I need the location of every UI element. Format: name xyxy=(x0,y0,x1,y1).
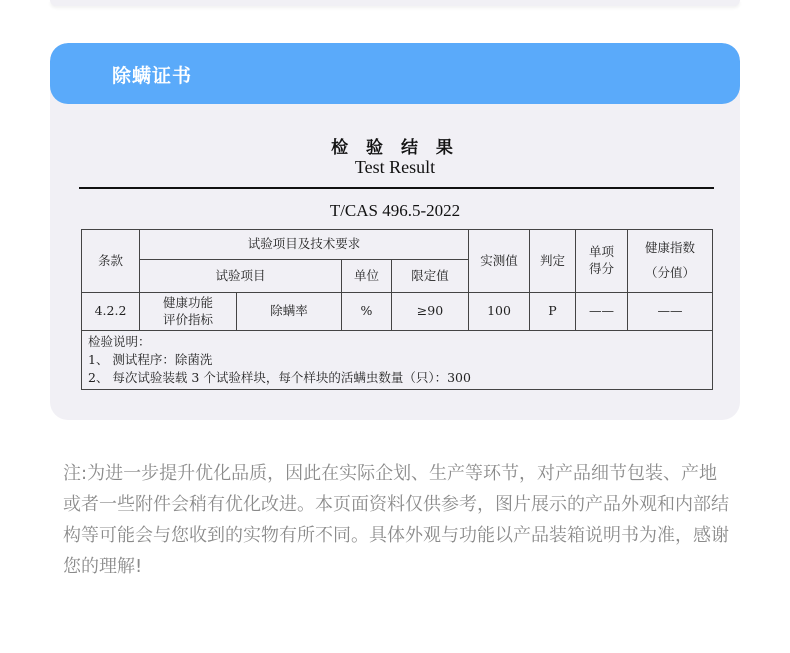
header-health-index-line1: 健康指数 xyxy=(644,240,695,256)
notes-row xyxy=(82,331,713,390)
notes-line-2: 2、 每次试验装载 3 个试验样块，每个样块的活螨虫数量（只）：300 xyxy=(88,370,471,386)
notes-cell xyxy=(82,331,713,390)
title-divider xyxy=(79,187,714,189)
table-row xyxy=(82,293,713,331)
document-title: 检 验 结 果 xyxy=(331,138,459,158)
header-clause: 条款 xyxy=(82,230,140,293)
cell-judgement: P xyxy=(530,293,576,331)
cell-category-line1: 健康功能 xyxy=(162,294,213,310)
cell-category xyxy=(140,293,237,331)
cell-category-line2: 评价指标 xyxy=(162,311,213,327)
header-health-index xyxy=(628,230,713,293)
card-title: 除螨证书 xyxy=(112,65,193,87)
table-header-row xyxy=(82,230,713,260)
notes-heading: 检验说明： xyxy=(88,334,151,349)
cell-limit: ≥90 xyxy=(392,293,469,331)
header-item-score xyxy=(576,230,628,293)
cell-item-score: —— xyxy=(576,293,628,331)
header-health-index-line2: （分值） xyxy=(644,265,695,280)
result-table xyxy=(81,229,713,390)
header-limit: 限定值 xyxy=(392,260,469,293)
cell-item: 除螨率 xyxy=(237,293,342,331)
certificate-card xyxy=(50,43,740,420)
cell-health-index: —— xyxy=(628,293,713,331)
header-measured: 实测值 xyxy=(469,230,530,293)
header-judgement: 判定 xyxy=(530,230,576,293)
header-test-item: 试验项目 xyxy=(140,260,342,293)
cell-unit: % xyxy=(342,293,392,331)
cell-clause: 4.2.2 xyxy=(82,293,140,331)
card-header xyxy=(50,43,740,104)
cell-measured: 100 xyxy=(469,293,530,331)
header-test-items-group: 试验项目及技术要求 xyxy=(140,230,469,260)
disclaimer-text: 注:为进一步提升优化品质，因此在实际企划、生产等环节，对产品细节包装、产地或者一些附件会稍有优化改进。本页面资料仅供参考，图片展示的产品外观和内部结构等可能会与您收到的实物有所不同。具体外观与功能以产品装箱说明书为准，感谢您的理解! xyxy=(63,463,729,577)
document-subtitle: Test Result xyxy=(354,157,436,177)
header-item-score-line2: 得分 xyxy=(588,261,614,276)
header-item-score-line1: 单项 xyxy=(588,244,614,260)
previous-card-edge xyxy=(50,0,740,6)
standard-code: T/CAS 496.5-2022 xyxy=(329,201,461,220)
header-unit: 单位 xyxy=(342,260,392,293)
notes-line-1: 1、 测试程序：除菌洗 xyxy=(88,352,213,368)
